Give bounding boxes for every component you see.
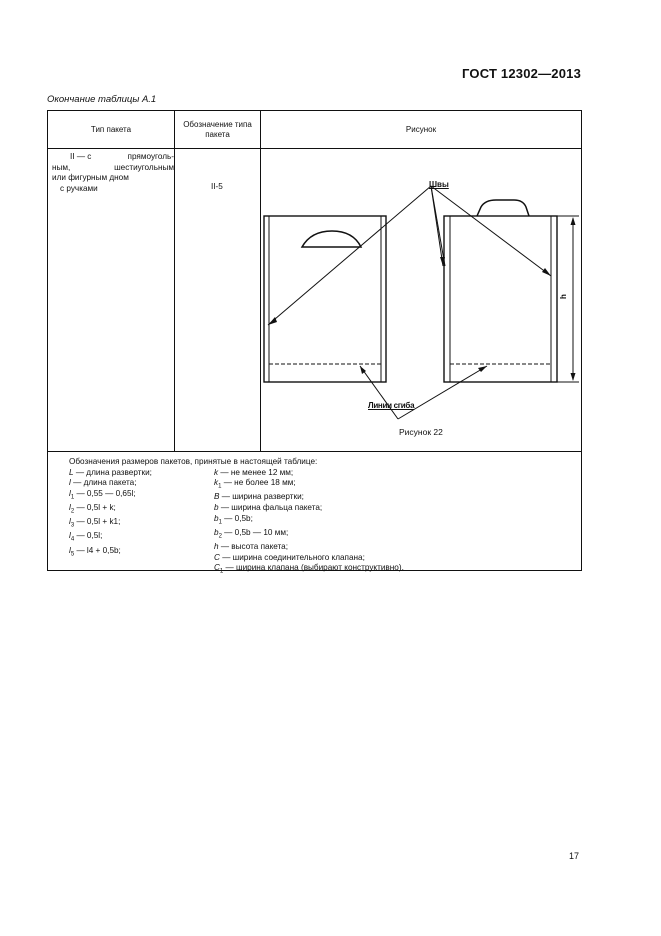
legend-text: — 0,5l + k1; bbox=[74, 517, 121, 527]
legend-entry bbox=[214, 553, 404, 564]
col-divider-1 bbox=[174, 111, 175, 451]
label-seams: Швы bbox=[429, 180, 449, 189]
legend-subscript: 4 bbox=[70, 537, 75, 544]
legend-text: — 0,55 — 0,65l; bbox=[74, 488, 136, 498]
seam-leader bbox=[431, 186, 551, 276]
legend-left-column bbox=[69, 468, 214, 578]
legend-symbol: l bbox=[69, 517, 71, 527]
dimension-legend bbox=[69, 457, 404, 578]
legend-entry bbox=[214, 528, 404, 542]
legend-text: — ширина развертки; bbox=[219, 492, 304, 502]
legend-entry bbox=[69, 468, 214, 479]
legend-entry bbox=[69, 478, 214, 489]
figure-caption: Рисунок 22 bbox=[399, 427, 443, 437]
type-line: прямоуголь- bbox=[127, 152, 174, 161]
type-line: II — с bbox=[70, 152, 92, 161]
legend-entry bbox=[214, 468, 404, 479]
legend-entry bbox=[69, 489, 214, 503]
legend-text: — 0,5b — 10 мм; bbox=[221, 527, 289, 537]
legend-heading: Обозначения размеров пакетов, принятые в настоящей таблице: bbox=[69, 457, 318, 466]
legend-symbol: b bbox=[214, 513, 219, 523]
seam-leader bbox=[431, 186, 445, 266]
legend-text: — 0,5l + k; bbox=[74, 503, 116, 513]
legend-entry bbox=[69, 503, 214, 517]
legend-entry bbox=[214, 492, 404, 503]
type-line: шестиугольным bbox=[114, 162, 174, 172]
legend-text: — высота пакета; bbox=[218, 542, 289, 552]
package-type-code: II-5 bbox=[211, 182, 223, 191]
legend-symbol: h bbox=[214, 542, 219, 552]
legend-entry bbox=[214, 563, 404, 577]
legend-text: — ширина клапана (выбирают конструктивно). bbox=[223, 563, 404, 573]
col-header-code: Обозначение типа пакета bbox=[183, 119, 252, 139]
legend-symbol: C bbox=[214, 563, 220, 573]
col-header-figure: Рисунок bbox=[405, 124, 437, 134]
legend-text: — длина развертки; bbox=[73, 467, 152, 477]
type-line: или фигурным дном bbox=[52, 173, 129, 182]
legend-entry bbox=[214, 514, 404, 528]
legend-subscript: 2 bbox=[218, 533, 222, 540]
legend-text: — не более 18 мм; bbox=[221, 478, 296, 488]
legend-divider bbox=[48, 451, 581, 452]
legend-subscript: 1 bbox=[70, 494, 75, 501]
legend-text: — 0,5l; bbox=[74, 531, 103, 541]
legend-symbol: k bbox=[214, 467, 219, 477]
legend-symbol: C bbox=[214, 552, 220, 562]
fold-leader bbox=[398, 366, 487, 419]
page-number: 17 bbox=[569, 851, 580, 861]
legend-symbol: L bbox=[69, 467, 74, 477]
legend-symbol: b bbox=[214, 503, 219, 513]
label-fold-lines: Линии сгиба bbox=[368, 401, 415, 410]
legend-text: — ширина соединительного клапана; bbox=[219, 552, 365, 562]
handle-hole bbox=[302, 231, 361, 247]
label-dimension-h: h bbox=[558, 294, 568, 299]
legend-text: — не менее 12 мм; bbox=[218, 467, 294, 477]
legend-entry bbox=[214, 478, 404, 492]
legend-subscript: 1 bbox=[218, 483, 222, 490]
legend-subscript: 2 bbox=[70, 508, 75, 515]
package-type-description bbox=[52, 152, 174, 194]
legend-entry bbox=[69, 531, 214, 545]
dimension-arrow-bottom bbox=[571, 373, 576, 381]
top-handle bbox=[477, 200, 529, 216]
table-a1 bbox=[47, 110, 582, 575]
legend-entry bbox=[69, 546, 214, 560]
table-caption: Окончание таблицы А.1 bbox=[47, 94, 157, 105]
legend-symbol: k bbox=[214, 478, 219, 488]
legend-entry bbox=[214, 542, 404, 553]
legend-entry bbox=[69, 517, 214, 531]
legend-subscript: 1 bbox=[218, 519, 222, 526]
fold-leader bbox=[360, 366, 398, 419]
document-id: ГОСТ 12302—2013 bbox=[462, 66, 581, 81]
type-line: ным, bbox=[52, 162, 71, 172]
legend-text: — длина пакета; bbox=[70, 478, 137, 488]
legend-symbol: l bbox=[69, 503, 71, 513]
legend-subscript: 3 bbox=[70, 522, 75, 529]
seam-leader bbox=[268, 186, 431, 325]
legend-subscript: 5 bbox=[70, 551, 75, 558]
type-line: с ручками bbox=[60, 183, 98, 193]
legend-symbol: l bbox=[69, 545, 71, 555]
dimension-arrow-top bbox=[571, 217, 576, 225]
bag-side-outline bbox=[444, 216, 557, 382]
legend-symbol: l bbox=[69, 478, 71, 488]
legend-right-column bbox=[214, 468, 404, 578]
col-header-type: Тип пакета bbox=[90, 124, 132, 134]
legend-text: — l4 + 0,5b; bbox=[74, 545, 121, 555]
legend-text: — 0,5b; bbox=[221, 513, 253, 523]
legend-text: — ширина фальца пакета; bbox=[218, 503, 323, 513]
legend-symbol: l bbox=[69, 531, 71, 541]
legend-subscript: 1 bbox=[219, 568, 224, 575]
legend-symbol: b bbox=[214, 527, 219, 537]
leader-arrow bbox=[542, 268, 551, 276]
figure-22-drawing bbox=[261, 149, 581, 451]
legend-entry bbox=[214, 503, 404, 514]
legend-symbol: B bbox=[214, 492, 220, 502]
legend-symbol: l bbox=[69, 488, 71, 498]
